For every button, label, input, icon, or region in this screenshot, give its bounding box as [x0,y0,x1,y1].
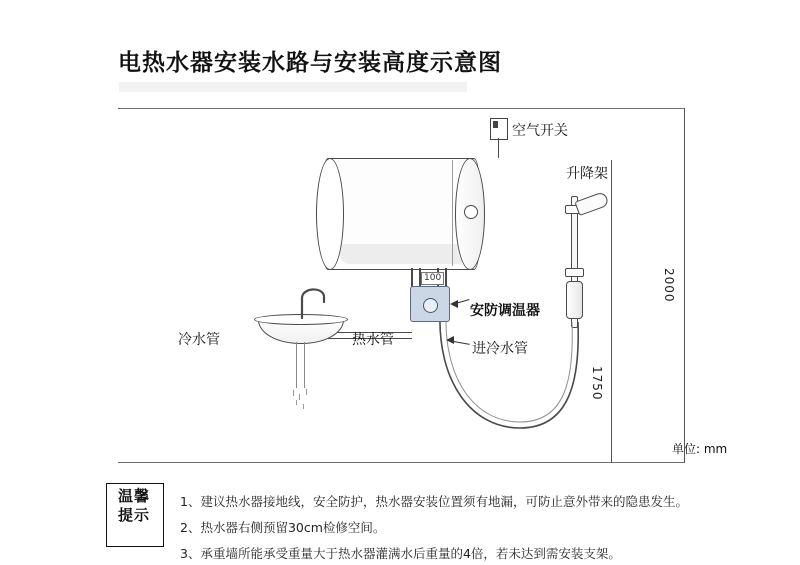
tank-outlet-pipe-right-2 [445,268,447,288]
sink-drain-pipe-left [296,342,297,388]
page-title: 电热水器安装水路与安装高度示意图 [118,50,502,76]
cold-water-pipe-label: 冷水管 [178,332,220,348]
dimension-height-shower: 1750 [590,366,604,401]
riser-bracket-bottom [565,268,584,277]
shower-head-icon [574,191,609,216]
water-drop-3 [306,389,307,395]
wall-right-line [684,108,685,463]
frame-bottom-line [118,462,684,463]
sink-drain-pipe-right [304,342,305,388]
unit-label: 单位: mm [672,442,728,456]
tip-note-1: 1、建议热水器接地线，安全防护，热水器安装位置须有地漏，可防止意外带来的隐患发生。 [180,494,688,509]
dimension-height-total: 2000 [662,268,676,303]
tip-note-2: 2、热水器右侧预留30cm检修空间。 [180,520,386,535]
tank-seam-line [452,160,453,266]
cold-inlet-arrowhead-icon [446,336,454,344]
tank-outlet-pipe-left [411,268,413,288]
faucet-icon [296,282,336,320]
thermostat-label: 安防调温器 [470,303,540,319]
tips-badge-line2: 提示 [117,506,150,524]
tank-knob-icon [464,205,478,219]
tank-left-cap [316,158,344,270]
water-drop-2 [299,394,300,400]
hot-water-pipe-label: 热水管 [352,332,394,348]
thermostat-dial-icon [423,298,438,313]
thermostat-arrowhead-icon [450,300,458,308]
air-switch-wire [498,138,499,158]
water-drop-5 [303,404,304,409]
thermostat-size-tag: 100 [421,272,444,285]
water-drop-1 [293,390,294,396]
air-switch-label: 空气开关 [512,123,568,139]
water-drop-4 [296,400,297,405]
tank-shading [340,244,468,264]
cold-water-inlet-label: 进冷水管 [472,341,528,357]
frame-top-line [118,108,684,109]
tips-badge-text [110,487,158,525]
riser-rail-label: 升降架 [566,166,608,182]
tips-badge-line1: 温馨 [117,487,150,505]
air-switch-toggle-icon [493,121,498,128]
title-underline [119,82,467,92]
tip-note-3: 3、承重墙所能承受重量大于热水器灌满水后重量的4倍，若未达到需安装支架。 [180,546,621,561]
